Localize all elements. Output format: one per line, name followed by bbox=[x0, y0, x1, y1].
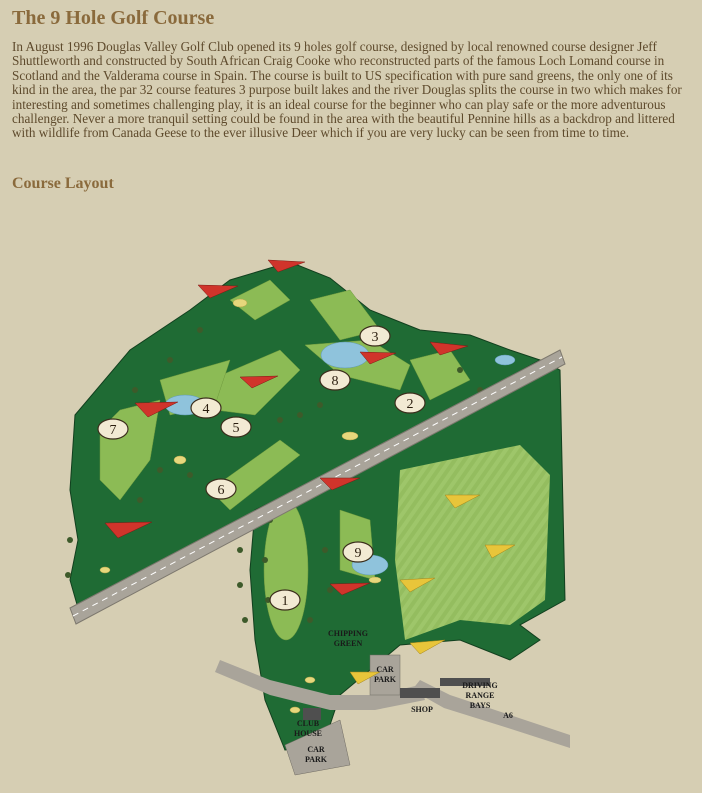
svg-text:4: 4 bbox=[202, 402, 210, 417]
driving-range bbox=[395, 445, 550, 640]
hole-7-marker bbox=[98, 419, 128, 439]
car-park-bottom-label-2: PARK bbox=[304, 755, 328, 764]
svg-text:7: 7 bbox=[109, 423, 117, 438]
driving-range-label-3: BAYS bbox=[469, 701, 491, 710]
clubhouse-label-2: HOUSE bbox=[293, 729, 323, 738]
hole-9-marker bbox=[343, 542, 373, 562]
svg-text:9: 9 bbox=[354, 546, 362, 561]
shop-label: SHOP bbox=[411, 705, 433, 714]
chipping-green-label-1: CHIPPING bbox=[328, 629, 368, 638]
svg-text:3: 3 bbox=[371, 330, 379, 345]
car-park-top-label-2: PARK bbox=[373, 675, 397, 684]
hole-1-marker bbox=[270, 590, 300, 610]
shop-building bbox=[400, 688, 440, 698]
hole-6-marker bbox=[206, 479, 236, 499]
course-map bbox=[40, 240, 570, 792]
hole-8-marker bbox=[320, 370, 350, 390]
page-title: The 9 Hole Golf Course bbox=[12, 7, 215, 29]
hole-4-marker bbox=[191, 398, 221, 418]
svg-text:6: 6 bbox=[217, 483, 225, 498]
driving-range-label-1: DRIVING bbox=[462, 681, 498, 690]
hole-2-marker bbox=[395, 393, 425, 413]
hole-3-marker bbox=[360, 326, 390, 346]
course-layout-heading: Course Layout bbox=[12, 175, 114, 192]
a6-road-label: A6 bbox=[503, 711, 513, 720]
svg-text:1: 1 bbox=[281, 594, 289, 609]
hole-5-marker bbox=[221, 417, 251, 437]
svg-text:8: 8 bbox=[331, 374, 339, 389]
clubhouse-label-1: CLUB bbox=[296, 719, 320, 728]
svg-text:5: 5 bbox=[232, 421, 240, 436]
svg-text:2: 2 bbox=[406, 397, 414, 412]
car-park-bottom-label-1: CAR bbox=[307, 745, 325, 754]
intro-paragraph: In August 1996 Douglas Valley Golf Club opened its 9 holes golf course, designed by local renowned course designer Jeff Shuttleworth and constructed by South African Craig Cooke who reconstructed parts of the famous Loch Lomand course in Scotland and the Valderama course in Spain. The course is built to US specification with pure sand greens, the only one of its kind in the area, the par 32 course features 3 purpose built lakes and the river Douglas splits the course in two which makes for interesting and sometimes challenging play, it is an ideal course for the beginner who can play safe or the more adventurous challenger. Never a more tranquil setting could be found in the area with the beautiful Pennine hills as a backdrop and littered with wildlife from Canada Geese to the ever illusive Deer which if you are very lucky can be seen from time to time. bbox=[12, 39, 682, 141]
driving-range-label-2: RANGE bbox=[465, 691, 495, 700]
car-park-top-label-1: CAR bbox=[376, 665, 394, 674]
chipping-green-label-2: GREEN bbox=[333, 639, 363, 648]
